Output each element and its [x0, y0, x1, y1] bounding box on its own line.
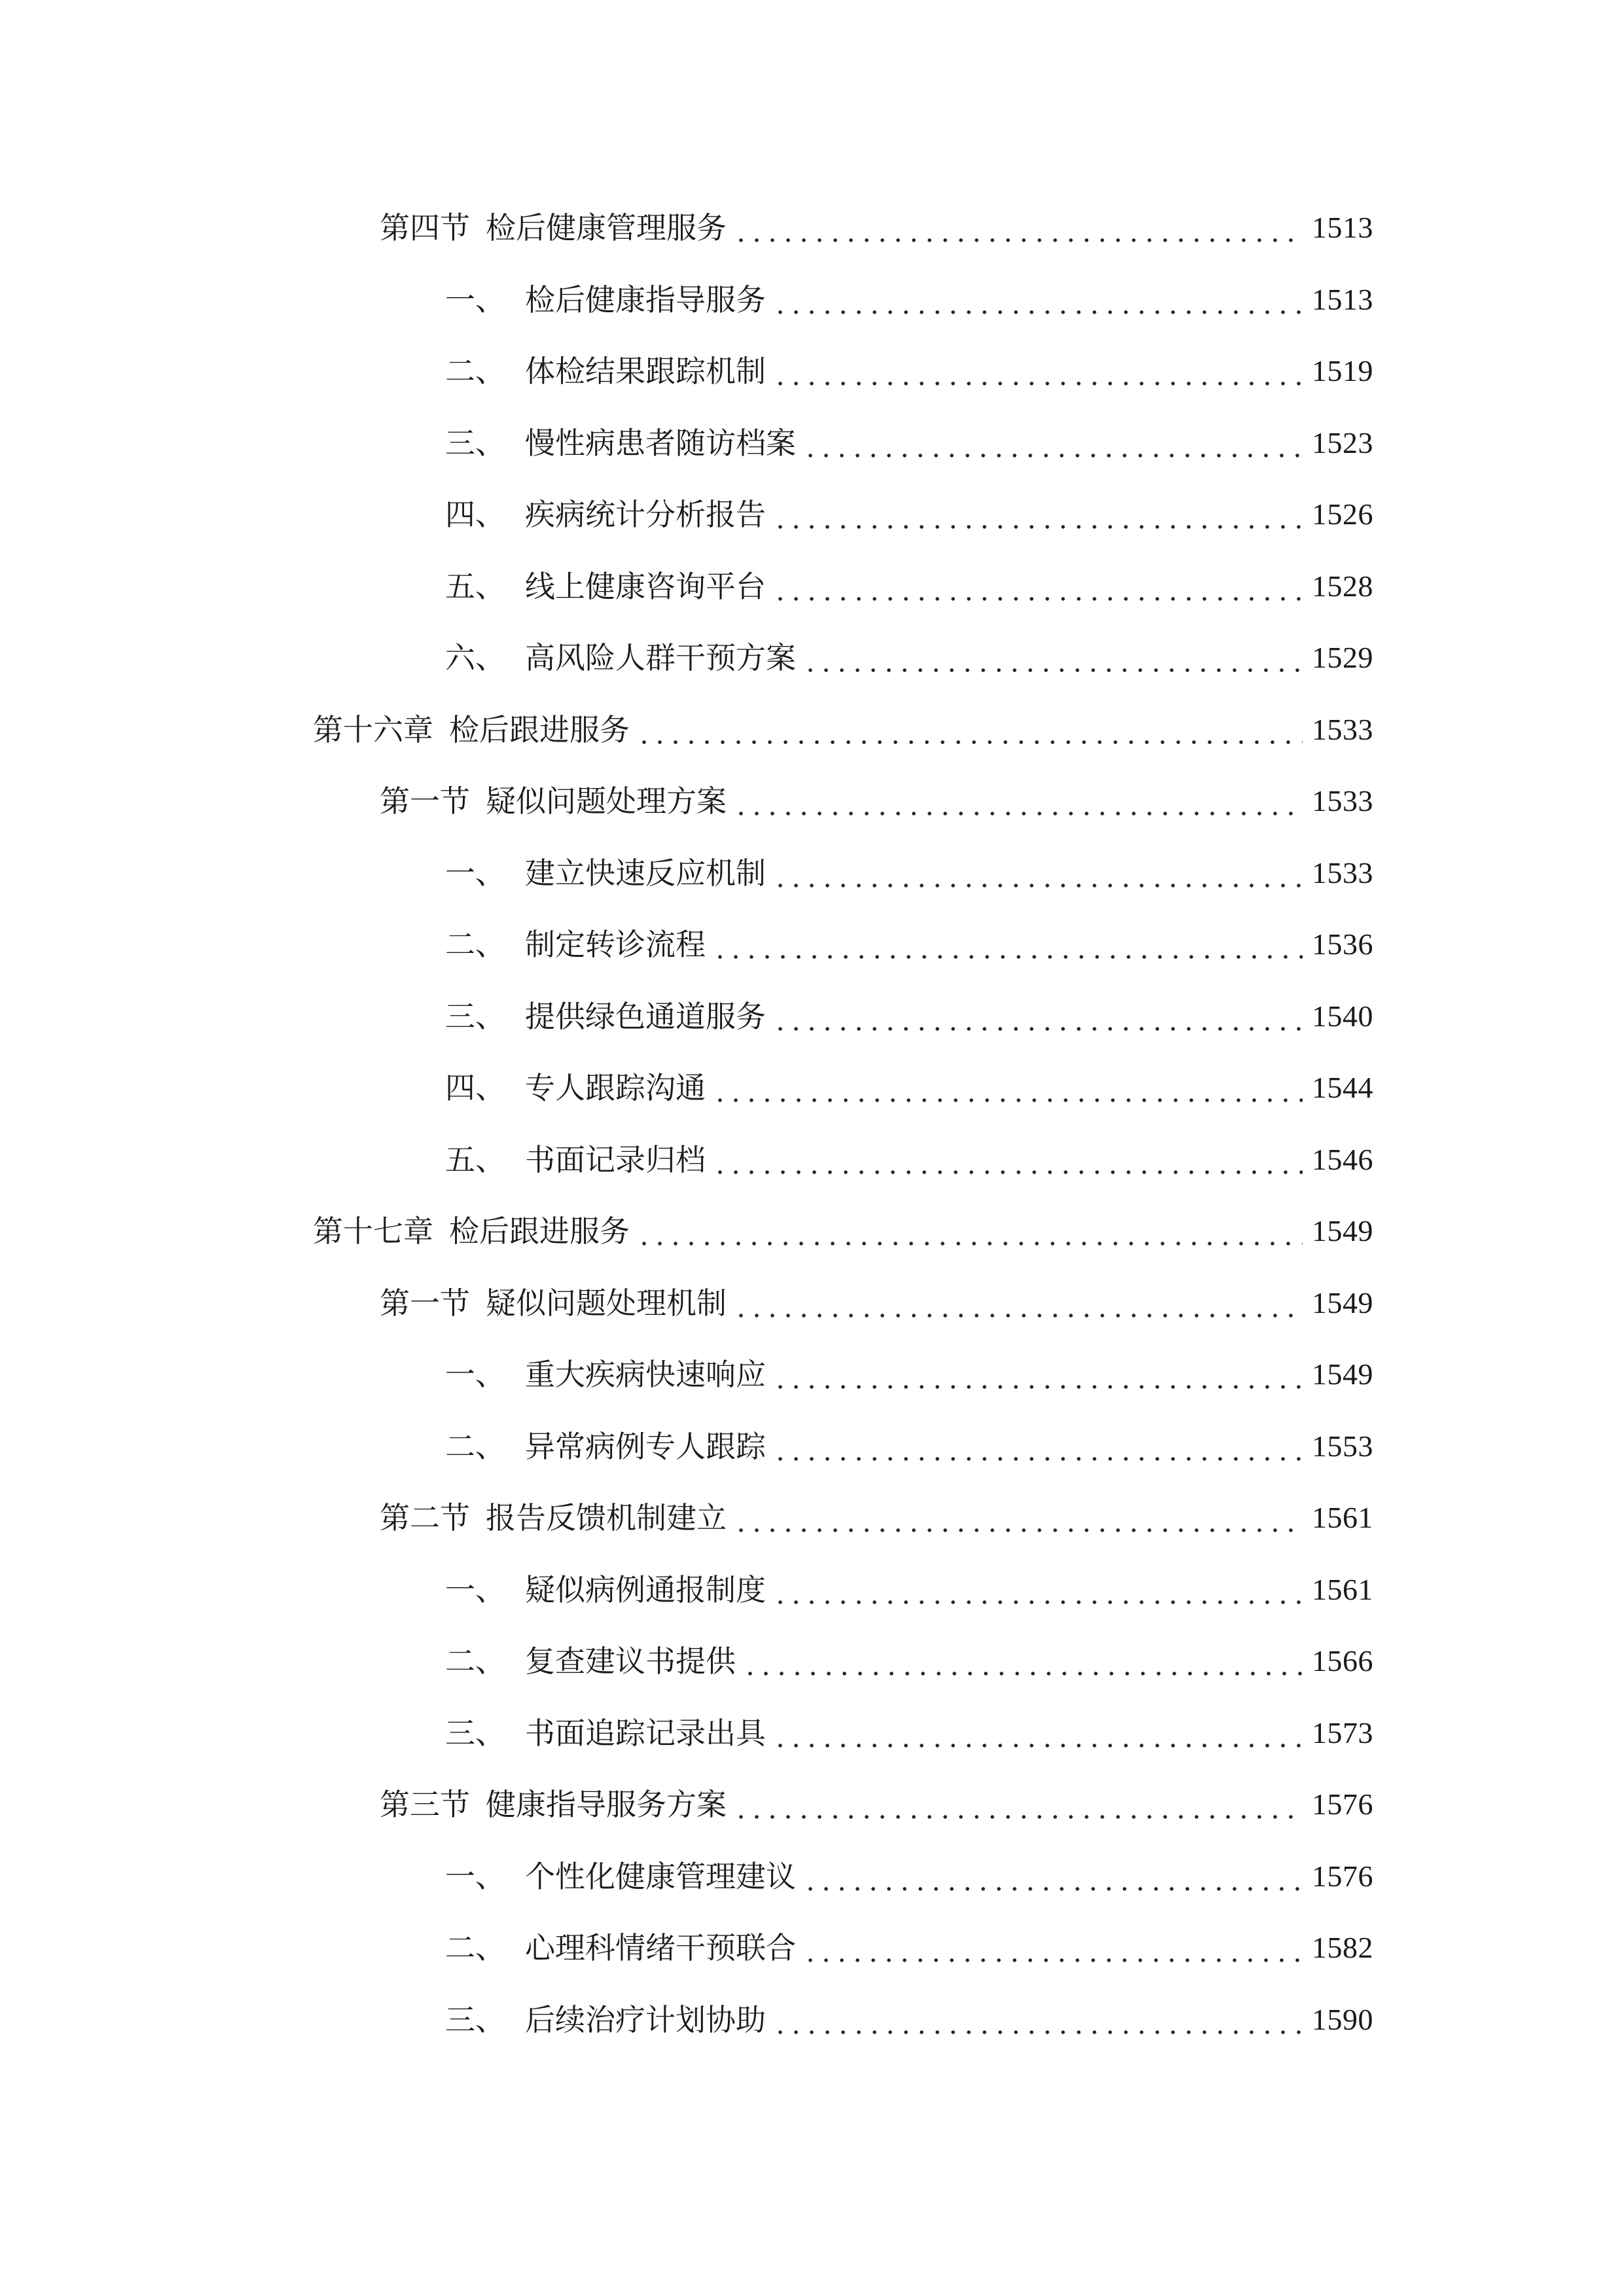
toc-dot-leader [803, 1850, 1303, 1903]
toc-entry-number: 第四节 [380, 210, 470, 245]
toc-entry-item[interactable] [445, 990, 1373, 1043]
toc-entry-number: 二、 [445, 1930, 505, 1965]
toc-entry-title: 重大疾病快速响应 [525, 1357, 766, 1392]
toc-dot-leader [636, 704, 1303, 756]
toc-entry-item[interactable] [445, 417, 1373, 469]
toc-entry-chapter[interactable] [313, 1205, 1373, 1257]
toc-entry-page-number: 1513 [1312, 211, 1373, 244]
toc-dot-leader [712, 1062, 1303, 1114]
toc-dot-leader [772, 990, 1303, 1043]
toc-entry-title: 线上健康咨询平台 [525, 569, 766, 604]
toc-entry-title: 检后跟进服务 [449, 712, 630, 747]
toc-entry-title: 心理科情绪干预联合 [525, 1930, 796, 1965]
toc-entry-number: 五、 [445, 569, 505, 604]
toc-dot-leader [733, 202, 1303, 254]
toc-entry-title: 疑似问题处理机制 [486, 1285, 727, 1321]
toc-dot-leader [636, 1205, 1303, 1257]
toc-entry-number: 一、 [445, 282, 505, 317]
toc-entry-section[interactable] [380, 202, 1373, 254]
toc-entry-number: 二、 [445, 353, 505, 389]
toc-entry-chapter[interactable] [313, 704, 1373, 756]
toc-entry-title: 复查建议书提供 [525, 1643, 736, 1679]
toc-entry-page-number: 1533 [1312, 713, 1373, 746]
toc-dot-leader [733, 1492, 1303, 1544]
toc-entry-number: 一、 [445, 1572, 505, 1607]
toc-entry-page-number: 1549 [1312, 1357, 1373, 1391]
toc-entry-number: 第一节 [380, 1285, 470, 1321]
toc-entry-number: 一、 [445, 855, 505, 891]
toc-entry-page-number: 1549 [1312, 1286, 1373, 1319]
toc-dot-leader [733, 775, 1303, 827]
toc-entry-page-number: 1528 [1312, 569, 1373, 603]
toc-entry-page-number: 1533 [1312, 784, 1373, 817]
toc-entry-item[interactable] [445, 847, 1373, 899]
toc-entry-title: 专人跟踪沟通 [525, 1070, 706, 1105]
toc-entry-item[interactable] [445, 1707, 1373, 1759]
toc-entry-number: 第十七章 [313, 1213, 433, 1249]
toc-entry-title: 健康指导服务方案 [486, 1787, 727, 1822]
toc-entry-item[interactable] [445, 345, 1373, 397]
toc-entry-title: 制定转诊流程 [525, 927, 706, 962]
toc-dot-leader [772, 274, 1303, 326]
toc-entry-section[interactable] [380, 1492, 1373, 1544]
toc-dot-leader [772, 345, 1303, 397]
toc-entry-page-number: 1553 [1312, 1429, 1373, 1463]
toc-entry-number: 五、 [445, 1142, 505, 1177]
toc-entry-title: 报告反馈机制建立 [486, 1500, 727, 1535]
toc-entry-title: 检后跟进服务 [449, 1213, 630, 1249]
toc-entry-title: 书面记录归档 [525, 1142, 706, 1177]
toc-entry-section[interactable] [380, 1277, 1373, 1329]
toc-entry-title: 检后健康指导服务 [525, 282, 766, 317]
toc-entry-page-number: 1576 [1312, 1859, 1373, 1893]
toc-entry-page-number: 1561 [1312, 1501, 1373, 1534]
toc-entry-page-number: 1523 [1312, 426, 1373, 459]
toc-entry-page-number: 1576 [1312, 1787, 1373, 1821]
toc-entry-number: 三、 [445, 999, 505, 1034]
toc-entry-page-number: 1544 [1312, 1071, 1373, 1104]
toc-dot-leader [772, 488, 1303, 541]
toc-entry-item[interactable] [445, 1994, 1373, 2046]
toc-dot-leader [772, 1707, 1303, 1759]
toc-dot-leader [712, 918, 1303, 971]
toc-entry-item[interactable] [445, 1922, 1373, 1974]
toc-entry-page-number: 1533 [1312, 856, 1373, 889]
toc-entry-title: 疾病统计分析报告 [525, 497, 766, 532]
toc-entry-item[interactable] [445, 1062, 1373, 1114]
toc-entry-item[interactable] [445, 632, 1373, 684]
toc-entry-item[interactable] [445, 1850, 1373, 1903]
toc-dot-leader [803, 632, 1303, 684]
toc-entry-item[interactable] [445, 1564, 1373, 1616]
toc-entry-number: 一、 [445, 1357, 505, 1392]
toc-entry-item[interactable] [445, 918, 1373, 971]
toc-entry-title: 异常病例专人跟踪 [525, 1429, 766, 1464]
toc-entry-title: 建立快速反应机制 [525, 855, 766, 891]
toc-dot-leader [733, 1778, 1303, 1831]
toc-entry-number: 第十六章 [313, 712, 433, 747]
toc-entry-page-number: 1540 [1312, 999, 1373, 1033]
toc-entry-item[interactable] [445, 488, 1373, 541]
toc-entry-title: 体检结果跟踪机制 [525, 353, 766, 389]
toc-entry-page-number: 1573 [1312, 1716, 1373, 1749]
toc-entry-page-number: 1519 [1312, 354, 1373, 387]
toc-entry-title: 提供绿色通道服务 [525, 999, 766, 1034]
toc-entry-page-number: 1566 [1312, 1644, 1373, 1677]
toc-dot-leader [772, 847, 1303, 899]
toc-entry-item[interactable] [445, 1134, 1373, 1186]
toc-entry-number: 一、 [445, 1859, 505, 1894]
toc-entry-number: 第一节 [380, 783, 470, 819]
toc-dot-leader [772, 560, 1303, 613]
toc-entry-number: 二、 [445, 1643, 505, 1679]
toc-dot-leader [772, 1994, 1303, 2046]
toc-entry-title: 疑似问题处理方案 [486, 783, 727, 819]
toc-entry-section[interactable] [380, 775, 1373, 827]
toc-entry-number: 三、 [445, 425, 505, 461]
toc-dot-leader [772, 1348, 1303, 1401]
toc-entry-number: 四、 [445, 1070, 505, 1105]
toc-entry-title: 高风险人群干预方案 [525, 640, 796, 675]
toc-entry-number: 二、 [445, 1429, 505, 1464]
toc-entry-number: 三、 [445, 1715, 505, 1751]
toc-entry-page-number: 1549 [1312, 1214, 1373, 1247]
toc-entry-number: 第三节 [380, 1787, 470, 1822]
toc-entry-title: 检后健康管理服务 [486, 210, 727, 245]
toc-entry-number: 六、 [445, 640, 505, 675]
toc-entry-item[interactable] [445, 560, 1373, 613]
toc-entry-page-number: 1582 [1312, 1931, 1373, 1964]
toc-entry-page-number: 1590 [1312, 2003, 1373, 2036]
toc-dot-leader [733, 1277, 1303, 1329]
toc-entry-title: 慢性病患者随访档案 [525, 425, 796, 461]
toc-entry-item[interactable] [445, 1635, 1373, 1687]
toc-entry-page-number: 1536 [1312, 927, 1373, 961]
toc-dot-leader [803, 1922, 1303, 1974]
toc-entry-title: 疑似病例通报制度 [525, 1572, 766, 1607]
toc-entry-page-number: 1513 [1312, 283, 1373, 316]
toc-entry-title: 个性化健康管理建议 [525, 1859, 796, 1894]
toc-entry-title: 后续治疗计划协助 [525, 2002, 766, 2037]
toc-entry-page-number: 1526 [1312, 497, 1373, 531]
toc-dot-leader [712, 1134, 1303, 1186]
toc-entry-item[interactable] [445, 274, 1373, 326]
toc-dot-leader [772, 1420, 1303, 1473]
toc-entry-item[interactable] [445, 1420, 1373, 1473]
toc-entry-section[interactable] [380, 1778, 1373, 1831]
toc-dot-leader [742, 1635, 1303, 1687]
toc-dot-leader [803, 417, 1303, 469]
toc-entry-number: 四、 [445, 497, 505, 532]
toc-entry-item[interactable] [445, 1348, 1373, 1401]
toc-entry-number: 二、 [445, 927, 505, 962]
toc-entry-number: 三、 [445, 2002, 505, 2037]
toc-entry-page-number: 1561 [1312, 1573, 1373, 1606]
toc-entry-number: 第二节 [380, 1500, 470, 1535]
toc-dot-leader [772, 1564, 1303, 1616]
toc-entry-page-number: 1529 [1312, 641, 1373, 674]
toc-entry-page-number: 1546 [1312, 1143, 1373, 1176]
toc-entry-title: 书面追踪记录出具 [525, 1715, 766, 1751]
